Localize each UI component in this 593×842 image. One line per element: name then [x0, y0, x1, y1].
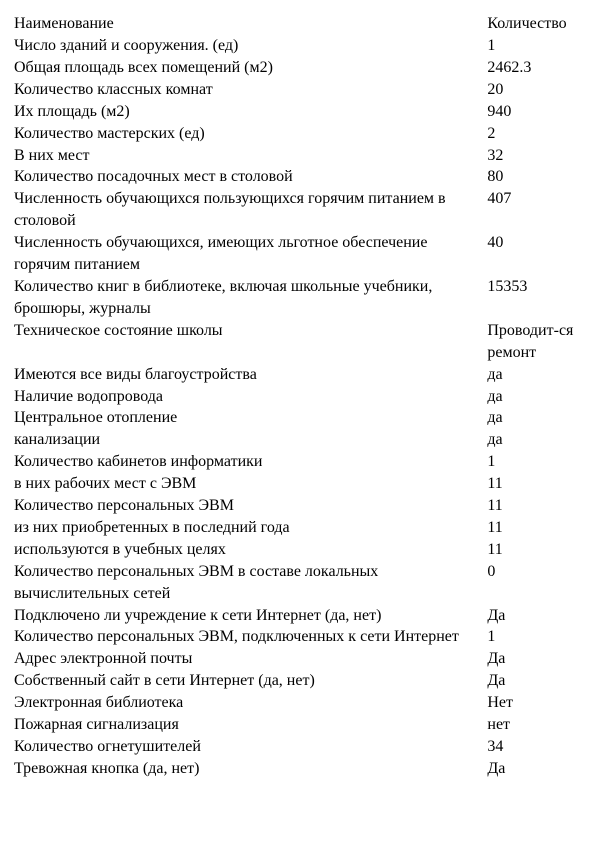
- row-value: да: [487, 365, 503, 383]
- table-row: [14, 758, 574, 780]
- table-row: [14, 276, 574, 320]
- row-name: Центральное отопление: [14, 409, 178, 427]
- row-name: Численность обучающихся пользующихся горячим питанием в столовой: [14, 190, 446, 230]
- table-row: [14, 57, 574, 79]
- row-name: используются в учебных целях: [14, 540, 226, 558]
- row-value: 15353: [487, 277, 528, 295]
- table-row: [14, 517, 574, 539]
- row-value: да: [487, 431, 503, 449]
- row-name: из них приобретенных в последний года: [14, 518, 290, 536]
- row-name: Количество книг в библиотеке, включая школьные учебники, брошюры, журналы: [14, 277, 433, 317]
- row-value: 1: [487, 453, 496, 471]
- row-value: Да: [487, 606, 506, 624]
- table-row: [14, 736, 574, 758]
- row-name: Подключено ли учреждение к сети Интернет (да, нет): [14, 606, 382, 624]
- row-value: 40: [487, 234, 504, 252]
- school-info-table: [14, 13, 574, 780]
- row-value: 11: [487, 540, 503, 558]
- header-name: Наименование: [14, 15, 114, 32]
- table-row: [14, 320, 574, 364]
- row-value: Проводит-ся ремонт: [487, 321, 574, 361]
- row-name: Наличие водопровода: [14, 387, 163, 405]
- document-page: [14, 13, 574, 780]
- row-name: Количество огнетушителей: [14, 738, 201, 755]
- table-row: [14, 123, 574, 145]
- row-name: в них рабочих мест с ЭВМ: [14, 475, 197, 493]
- table-row: [14, 714, 574, 736]
- row-name: Количество кабинетов информатики: [14, 453, 263, 471]
- table-row: [14, 451, 574, 473]
- row-name: Количество персональных ЭВМ в составе локальных вычислительных сетей: [14, 562, 379, 602]
- table-row: [14, 626, 574, 648]
- row-name: Имеются все виды благоустройства: [14, 365, 257, 383]
- header-value: Количество: [487, 15, 567, 32]
- table-header-row: [14, 13, 574, 35]
- row-name: Количество классных комнат: [14, 80, 213, 98]
- row-value: 0: [487, 562, 496, 580]
- row-name: канализации: [14, 431, 101, 449]
- table-row: [14, 473, 574, 495]
- row-name: В них мест: [14, 146, 90, 164]
- table-row: [14, 188, 574, 232]
- table-row: [14, 101, 574, 123]
- row-value: 11: [487, 518, 503, 536]
- table-row: [14, 386, 574, 408]
- row-value: 11: [487, 497, 503, 515]
- row-name: Собственный сайт в сети Интернет (да, нет): [14, 672, 315, 690]
- table-row: [14, 364, 574, 386]
- row-value: Нет: [487, 694, 514, 712]
- row-value: 2462.3: [487, 58, 532, 76]
- row-name: Количество посадочных мест в столовой: [14, 168, 293, 186]
- row-value: 1: [487, 37, 496, 54]
- table-row: [14, 429, 574, 451]
- table-row: [14, 79, 574, 101]
- row-value: 2: [487, 124, 496, 142]
- row-name: Количество персональных ЭВМ: [14, 497, 234, 515]
- table-row: [14, 145, 574, 167]
- table-row: [14, 232, 574, 276]
- table-row: [14, 407, 574, 429]
- row-value: 407: [487, 190, 512, 208]
- table-row: [14, 35, 574, 57]
- row-name: Пожарная сигнализация: [14, 716, 179, 734]
- row-value: 32: [487, 146, 504, 164]
- table-row: [14, 670, 574, 692]
- row-value: Да: [487, 759, 506, 777]
- table-row: [14, 539, 574, 561]
- table-row: [14, 648, 574, 670]
- row-value: 34: [487, 738, 504, 755]
- row-value: нет: [487, 716, 511, 734]
- row-name: Количество мастерских (ед): [14, 124, 205, 142]
- row-value: Да: [487, 672, 506, 690]
- row-value: 80: [487, 168, 504, 186]
- row-name: Тревожная кнопка (да, нет): [14, 759, 200, 777]
- row-value: 940: [487, 102, 512, 120]
- row-name: Электронная библиотека: [14, 694, 184, 712]
- row-value: да: [487, 387, 503, 405]
- row-name: Адрес электронной почты: [14, 650, 193, 668]
- row-value: да: [487, 409, 503, 427]
- row-name: Число зданий и сооружения. (ед): [14, 37, 239, 54]
- row-value: Да: [487, 650, 506, 668]
- row-name: Численность обучающихся, имеющих льготное обеспечение горячим питанием: [14, 234, 428, 274]
- row-name: Техническое состояние школы: [14, 321, 223, 339]
- table-row: [14, 166, 574, 188]
- row-value: 1: [487, 628, 496, 646]
- row-value: 11: [487, 475, 503, 493]
- table-row: [14, 495, 574, 517]
- row-value: 20: [487, 80, 504, 98]
- row-name: Количество персональных ЭВМ, подключенных к сети Интернет: [14, 628, 459, 646]
- table-row: [14, 561, 574, 605]
- row-name: Их площадь (м2): [14, 102, 130, 120]
- table-row: [14, 605, 574, 627]
- table-row: [14, 692, 574, 714]
- row-name: Общая площадь всех помещений (м2): [14, 58, 273, 76]
